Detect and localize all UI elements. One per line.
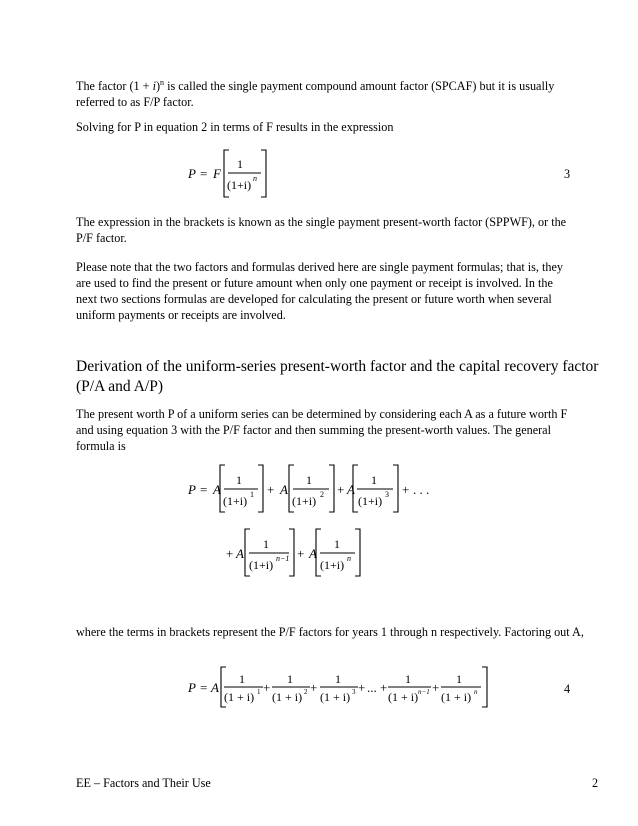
paragraph-sppwf: The expression in the brackets is known as the single payment present-worth factor (SPPWF), or the P/F factor.: [76, 215, 567, 245]
eq4-exponent: n−1: [418, 688, 430, 696]
series-exponent: 1: [250, 490, 254, 499]
series-exponent: n: [347, 554, 351, 563]
equation-4-number: 4: [564, 682, 571, 696]
series-bracket-left: [353, 465, 358, 512]
eq4-equals: =: [200, 680, 208, 695]
eq3-exponent: n: [253, 174, 257, 183]
eq4-plus: +: [263, 680, 271, 695]
eq4-exponent: 2: [304, 688, 308, 696]
series-exponent: n−1: [276, 554, 290, 563]
series-exponent: 2: [320, 490, 324, 499]
eq3-left-bracket: [224, 150, 229, 197]
text-run: ): [155, 79, 161, 94]
text-run: is called the single payment compound amount factor (SPCAF) but it is usually referred to as F/P factor.: [76, 79, 555, 110]
eq4-denominator: (1 + i): [441, 690, 472, 704]
eq4-numerator: 1: [456, 672, 462, 686]
eq3-lhs: P: [188, 166, 196, 181]
series-plus: +: [337, 482, 345, 497]
eq4-exponent: 1: [257, 688, 261, 696]
eq4-denominator: (1 + i): [224, 690, 255, 704]
series-numerator: 1: [306, 473, 312, 487]
series-exponent: 3: [385, 490, 389, 499]
paragraph-note: Please note that the two factors and formulas derived here are single payment formulas; that is, they are used to find the present or future amount when only one payment or receipt is involved. In the next two sections formulas are developed for calculating the present or future worth when several uniform payments or receipts are involved.: [76, 260, 564, 322]
series-coef: A: [280, 482, 288, 497]
footer-page-number: 2: [592, 776, 599, 790]
series-bracket-left: [245, 529, 250, 576]
eq3-right-bracket: [261, 150, 266, 197]
eq4-exponent: 3: [352, 688, 356, 696]
series-plus: +: [402, 482, 410, 497]
series-denominator: (1+i): [358, 494, 383, 508]
series-denominator: (1+i): [249, 558, 274, 572]
series-bracket-right: [393, 465, 398, 512]
section-heading: Derivation of the uniform-series present-worth factor and the capital recovery factor (P/A and A/P): [76, 358, 599, 395]
series-numerator: 1: [263, 537, 269, 551]
series-plus: +: [267, 482, 275, 497]
superscript: n: [160, 78, 165, 87]
series-bracket-left: [220, 465, 225, 512]
series-coef: A: [236, 546, 244, 561]
text-run: i: [152, 79, 156, 94]
equation-3-number: 3: [564, 167, 571, 181]
eq4-numerator: 1: [405, 672, 411, 686]
series-numerator: 1: [371, 473, 377, 487]
series-coef: A: [347, 482, 355, 497]
series-bracket-right: [355, 529, 360, 576]
eq4-ellipsis: ...: [367, 680, 377, 695]
eq4-left-bracket: [221, 667, 226, 707]
eq3-equals: =: [200, 166, 208, 181]
series-coef: A: [213, 482, 221, 497]
eq4-denominator: (1 + i): [388, 690, 419, 704]
series-numerator: 1: [334, 537, 340, 551]
eq3-numerator: 1: [237, 157, 243, 171]
eq4-denominator: (1 + i): [320, 690, 351, 704]
eq4-lhs: P: [188, 680, 196, 695]
eq4-plus: +: [358, 680, 366, 695]
eq3-coef: F: [213, 166, 221, 181]
series-bracket-right: [258, 465, 263, 512]
series-bracket-left: [316, 529, 321, 576]
footer-title: EE – Factors and Their Use: [76, 776, 211, 790]
series-coef: A: [309, 546, 317, 561]
eq4-plus: +: [380, 680, 388, 695]
paragraph-spcaf: [76, 75, 576, 110]
series-equals: =: [200, 482, 208, 497]
eq4-denominator: (1 + i): [272, 690, 303, 704]
eq4-right-bracket: [482, 667, 487, 707]
series-plus: +: [297, 546, 305, 561]
paragraph-solving: Solving for P in equation 2 in terms of F results in the expression: [76, 120, 394, 134]
series-plus: +: [226, 546, 234, 561]
series-denominator: (1+i): [320, 558, 345, 572]
paragraph-factoring: where the terms in brackets represent the P/F factors for years 1 through n respectively. Factoring out A,: [76, 625, 584, 639]
series-numerator: 1: [236, 473, 242, 487]
eq4-numerator: 1: [335, 672, 341, 686]
eq4-coef: A: [211, 680, 219, 695]
eq4-numerator: 1: [287, 672, 293, 686]
text-run: The factor (1 +: [76, 79, 153, 94]
series-bracket-right: [329, 465, 334, 512]
series-ellipsis: . . .: [413, 482, 430, 497]
series-lhs: P: [188, 482, 196, 497]
eq3-denominator: (1+i): [227, 178, 252, 192]
series-bracket-right: [289, 529, 294, 576]
series-denominator: (1+i): [292, 494, 317, 508]
eq4-exponent: n: [474, 688, 478, 696]
eq4-numerator: 1: [239, 672, 245, 686]
series-denominator: (1+i): [223, 494, 248, 508]
paragraph-uniform-series: The present worth P of a uniform series can be determined by considering each A as a future worth F and using equation 3 with the P/F factor and then summing the present-worth values. The general formula is: [76, 407, 568, 453]
eq4-plus: +: [310, 680, 318, 695]
eq4-plus: +: [432, 680, 440, 695]
series-bracket-left: [289, 465, 294, 512]
